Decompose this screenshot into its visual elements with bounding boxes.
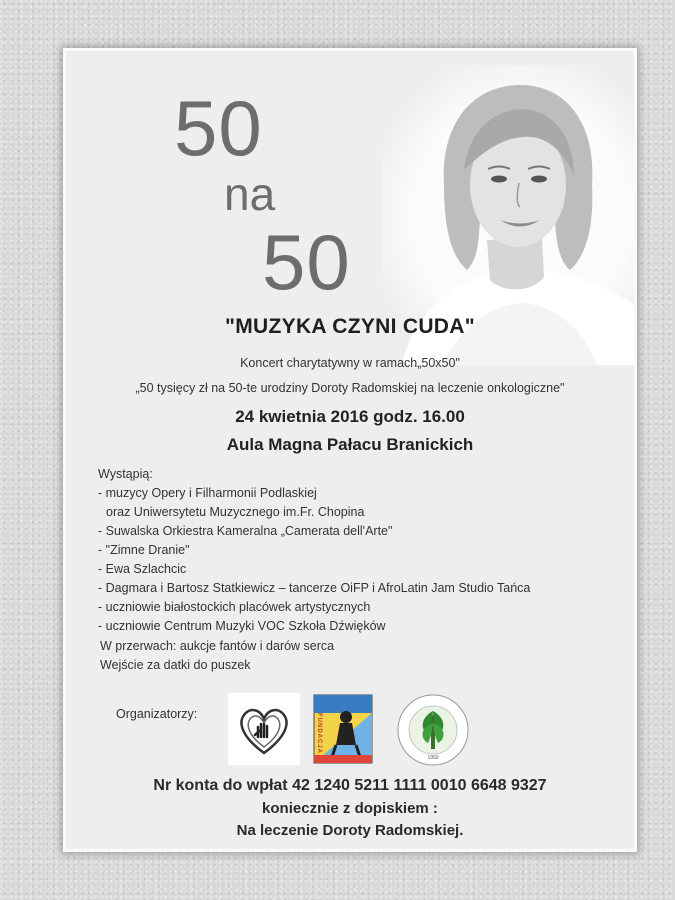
- subtitle-line-2: „50 tysięcy zł na 50-te urodziny Doroty Radomskiej na leczenie onkologiczne": [135, 381, 565, 395]
- performer-item: oraz Uniwersytetu Muzycznego im.Fr. Chopina: [106, 505, 365, 519]
- event-venue: Aula Magna Pałacu Branickich: [226, 435, 474, 454]
- breaks-note: W przerwach: aukcje fantów i darów serca: [100, 639, 335, 653]
- performer-item: - Suwalska Orkiestra Kameralna „Camerata dell'Arte": [98, 524, 393, 538]
- event-date-time: 24 kwietnia 2016 godz. 16.00: [235, 407, 465, 426]
- subtitle-line-1: Koncert charytatywny w ramach„50x50": [240, 356, 460, 370]
- bank-account-number: Nr konta do wpłat 42 1240 5211 1111 0010 6648 9327: [153, 777, 547, 794]
- entry-note: Wejście za datki do puszek: [100, 658, 251, 672]
- performer-item: - muzycy Opery i Filharmonii Podlaskiej: [98, 486, 317, 500]
- poster-title: "MUZYKA CZYNI CUDA": [225, 315, 475, 338]
- performers-list: [98, 465, 530, 636]
- heart-icon: [228, 693, 300, 765]
- organizers-label: Organizatorzy:: [116, 707, 198, 721]
- event-notes: [100, 637, 334, 675]
- fundacja-logo: [312, 693, 374, 765]
- performer-item: - Ewa Szlachcic: [98, 562, 187, 576]
- big-number-bottom: 50: [262, 218, 351, 306]
- transfer-purpose: Na leczenie Doroty Radomskiej.: [236, 822, 464, 839]
- performer-item: - Dagmara i Bartosz Statkiewicz – tancerze OiFP i AfroLatin Jam Studio Tańca: [98, 581, 531, 595]
- fundacja-logo-text: FUNDACJA: [316, 713, 322, 754]
- transfer-note: koniecznie z dopiskiem :: [262, 800, 438, 817]
- performer-item: - "Zimne Dranie": [98, 543, 190, 557]
- performer-item: - uczniowie Centrum Muzyki VOC Szkoła Dźwięków: [98, 619, 386, 633]
- performers-heading: Wystąpią:: [98, 467, 153, 481]
- medical-university-logo: [396, 693, 470, 767]
- big-number-top: 50: [174, 84, 263, 172]
- connector-word: na: [224, 168, 276, 220]
- medical-university-year: 1950: [427, 755, 439, 761]
- performer-item: - uczniowie białostockich placówek artystycznych: [98, 600, 371, 614]
- poster: [66, 51, 634, 849]
- heart-hand-logo: [228, 693, 300, 765]
